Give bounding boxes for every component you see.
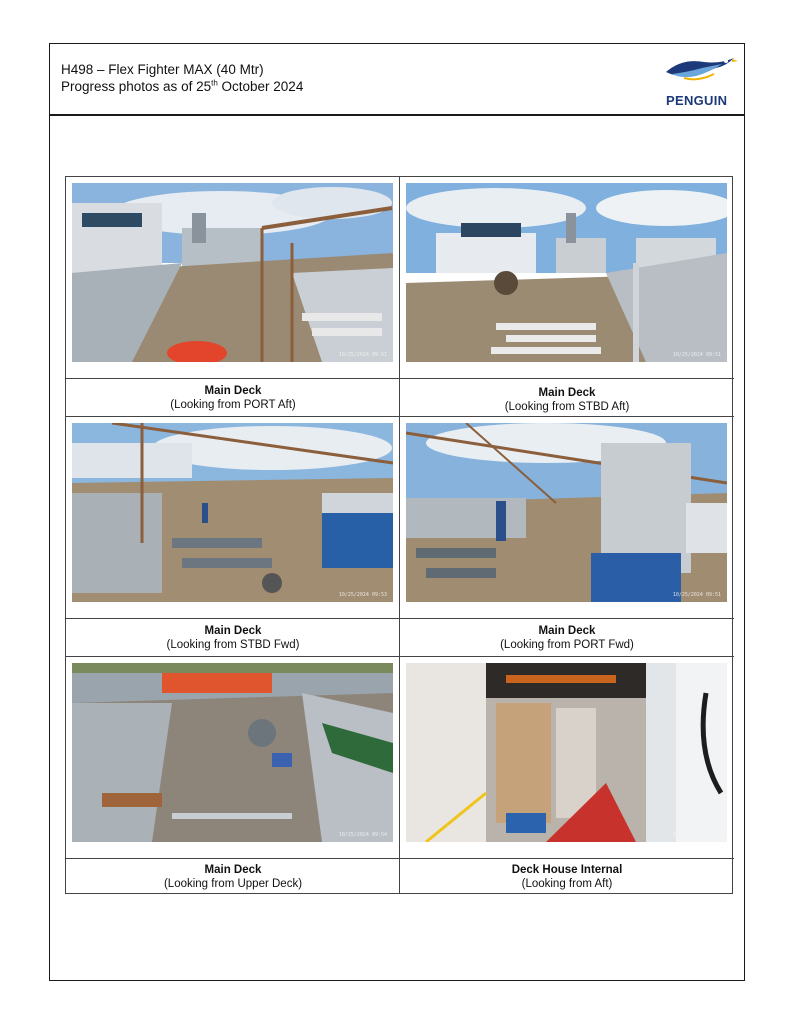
photo-caption — [400, 863, 734, 891]
photo-main-deck-stbd-aft — [406, 183, 727, 362]
photo-timestamp: 10/25/2024 09:53 — [672, 832, 721, 838]
photo-timestamp: 10/25/2024 09:51 — [672, 592, 721, 598]
photo-cell-5 — [66, 657, 400, 859]
company-logo — [662, 52, 738, 110]
page-frame — [49, 43, 745, 981]
title-line-2-date: October 2024 — [217, 79, 304, 94]
photo-main-deck-upper-deck — [72, 663, 393, 842]
title-line-2-sup: th — [211, 78, 218, 88]
photo-cell-6 — [400, 657, 734, 859]
caption-row-3 — [66, 859, 734, 895]
penguin-logo-icon — [662, 52, 738, 92]
photo-caption — [66, 863, 400, 891]
photo-deck-house-internal — [406, 663, 727, 842]
photo-timestamp: 10/25/2024 09:51 — [672, 352, 721, 358]
photo-timestamp: 10/25/2024 09:51 — [338, 352, 387, 358]
photo-main-deck-port-fwd — [406, 423, 727, 602]
caption-row-2 — [66, 619, 734, 657]
caption-subtitle: (Looking from Upper Deck) — [163, 878, 303, 890]
photo-caption — [66, 624, 400, 652]
caption-row-1 — [66, 379, 734, 417]
logo-text: PENGUIN — [666, 93, 728, 108]
caption-subtitle: (Looking from PORT Aft) — [170, 399, 296, 411]
document-title — [61, 61, 303, 95]
caption-title: Main Deck — [204, 625, 262, 637]
caption-subtitle: (Looking from Aft) — [521, 878, 613, 890]
caption-title: Deck House Internal — [511, 864, 623, 876]
caption-subtitle: (Looking from STBD Aft) — [504, 401, 630, 413]
photo-grid — [65, 176, 733, 894]
caption-subtitle: (Looking from PORT Fwd) — [500, 639, 634, 651]
photo-caption — [400, 386, 734, 414]
caption-title: Main Deck — [204, 864, 262, 876]
photo-timestamp: 10/25/2024 09:54 — [338, 832, 387, 838]
title-line-1: H498 – Flex Fighter MAX (40 Mtr) — [61, 62, 264, 77]
photo-cell-4 — [400, 417, 734, 619]
caption-title: Main Deck — [538, 625, 596, 637]
photo-main-deck-stbd-fwd — [72, 423, 393, 602]
caption-subtitle: (Looking from STBD Fwd) — [166, 639, 300, 651]
photo-caption — [400, 624, 734, 652]
page-header — [50, 44, 744, 116]
photo-cell-2 — [400, 177, 734, 379]
title-line-2 — [61, 78, 303, 95]
caption-title: Main Deck — [538, 387, 596, 399]
title-line-2-text: Progress photos as of 25 — [61, 79, 212, 94]
photo-caption — [66, 384, 400, 412]
photo-cell-3 — [66, 417, 400, 619]
photo-timestamp: 10/25/2024 09:53 — [338, 592, 387, 598]
photo-cell-1 — [66, 177, 400, 379]
caption-title: Main Deck — [204, 385, 262, 397]
photo-main-deck-port-aft — [72, 183, 393, 362]
